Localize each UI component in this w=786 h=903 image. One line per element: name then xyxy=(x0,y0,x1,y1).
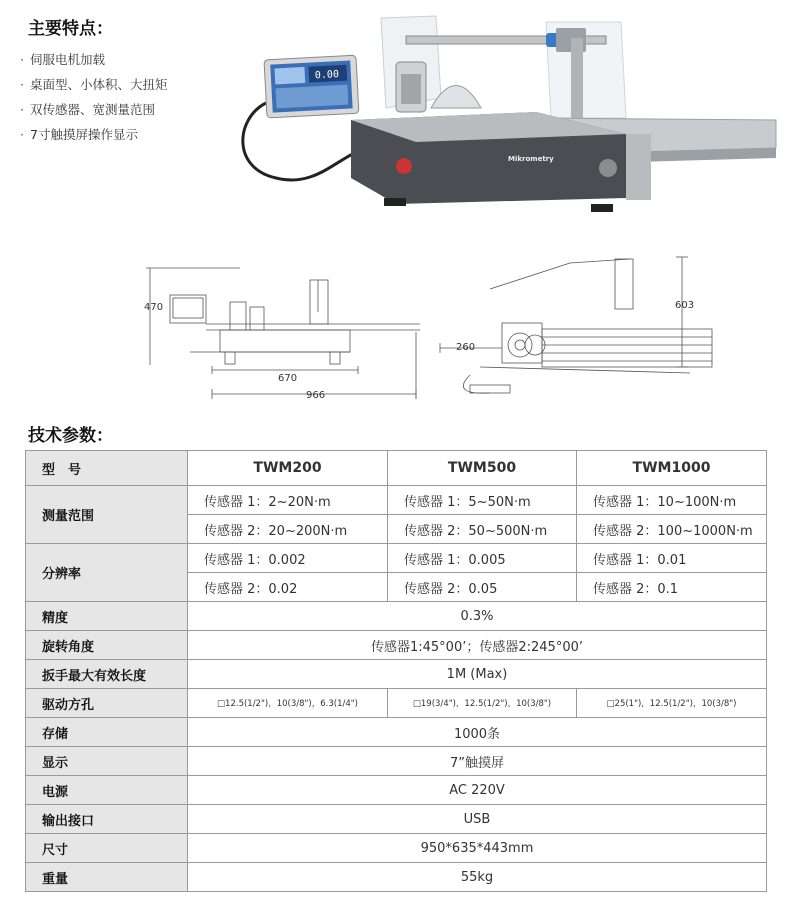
table-cell: 7”触摸屏 xyxy=(188,747,767,776)
table-row xyxy=(26,747,767,776)
feature-text: 桌面型、小体积、大扭矩 xyxy=(30,77,168,92)
row-label: 电源 xyxy=(26,776,188,805)
row-label: 分辨率 xyxy=(26,544,188,602)
model-twm1000: TWM1000 xyxy=(577,451,767,486)
front-inner-width-label: 670 xyxy=(278,373,298,384)
row-label: 驱动方孔 xyxy=(26,689,188,718)
table-cell: 传感器 1：0.01 xyxy=(577,544,767,573)
table-row xyxy=(26,451,767,486)
table-cell: 传感器 1：10~100N·m xyxy=(577,486,767,515)
table-cell: 1M (Max) xyxy=(188,660,767,689)
table-cell: 传感器 1：5~50N·m xyxy=(388,486,577,515)
row-label: 存储 xyxy=(26,718,188,747)
table-cell: 1000条 xyxy=(188,718,767,747)
feature-item: · 双传感器、宽测量范围 xyxy=(20,102,156,117)
row-label: 尺寸 xyxy=(26,834,188,863)
feature-text: 伺服电机加载 xyxy=(30,52,106,67)
table-row xyxy=(26,863,767,892)
table-cell: USB xyxy=(188,805,767,834)
row-label: 输出接口 xyxy=(26,805,188,834)
table-cell: 传感器 2：50~500N·m xyxy=(388,515,577,544)
row-label: 扳手最大有效长度 xyxy=(26,660,188,689)
table-cell: 0.3% xyxy=(188,602,767,631)
table-cell: 950*635*443mm xyxy=(188,834,767,863)
table-row xyxy=(26,805,767,834)
table-cell: □25(1")，12.5(1/2")，10(3/8") xyxy=(577,689,767,718)
feature-item: · 伺服电机加载 xyxy=(20,52,106,67)
screen-readout: 0.00 xyxy=(314,69,340,82)
table-cell: 传感器 2：100~1000N·m xyxy=(577,515,767,544)
touch-screen xyxy=(264,55,359,118)
table-row xyxy=(26,631,767,660)
table-row xyxy=(26,660,767,689)
table-cell: 传感器 1：2~20N·m xyxy=(188,486,388,515)
model-twm200: TWM200 xyxy=(188,451,388,486)
side-offset-label: 260 xyxy=(456,342,476,353)
table-cell: 传感器 1：0.002 xyxy=(188,544,388,573)
side-height-label: 603 xyxy=(675,300,695,311)
feature-text: 7寸触摸屏操作显示 xyxy=(30,127,138,142)
side-dimension-drawing xyxy=(430,245,730,395)
table-cell: □12.5(1/2")，10(3/8")，6.3(1/4") xyxy=(188,689,388,718)
row-label: 测量范围 xyxy=(26,486,188,544)
features-heading: 主要特点： xyxy=(28,19,113,39)
table-row xyxy=(26,544,767,573)
front-dimension-drawing xyxy=(140,262,430,407)
table-cell: 传感器1:45°00’；传感器2:245°00’ xyxy=(188,631,767,660)
feature-text: 双传感器、宽测量范围 xyxy=(30,102,156,117)
product-photo xyxy=(236,8,782,232)
row-label: 显示 xyxy=(26,747,188,776)
row-label: 重量 xyxy=(26,863,188,892)
table-row xyxy=(26,834,767,863)
model-twm500: TWM500 xyxy=(388,451,577,486)
table-cell: □19(3/4")，12.5(1/2")，10(3/8") xyxy=(388,689,577,718)
front-height-label: 470 xyxy=(144,302,164,313)
feature-item: · 7寸触摸屏操作显示 xyxy=(20,127,138,142)
table-cell: 传感器 2：0.05 xyxy=(388,573,577,602)
table-cell: 传感器 2：0.02 xyxy=(188,573,388,602)
feature-item: · 桌面型、小体积、大扭矩 xyxy=(20,77,168,92)
table-row xyxy=(26,776,767,805)
table-row xyxy=(26,718,767,747)
table-cell: 传感器 1：0.005 xyxy=(388,544,577,573)
feature-list xyxy=(20,47,168,147)
spec-table xyxy=(25,450,767,892)
table-cell: 传感器 2：0.1 xyxy=(577,573,767,602)
table-row xyxy=(26,486,767,515)
table-cell: AC 220V xyxy=(188,776,767,805)
front-total-width-label: 966 xyxy=(306,390,326,401)
table-row xyxy=(26,602,767,631)
brand-label: Mikrometry xyxy=(508,155,554,163)
table-cell: 55kg xyxy=(188,863,767,892)
row-label: 旋转角度 xyxy=(26,631,188,660)
table-cell: 传感器 2：20~200N·m xyxy=(188,515,388,544)
header-label: 型 号 xyxy=(26,451,188,486)
row-label: 精度 xyxy=(26,602,188,631)
table-row xyxy=(26,689,767,718)
params-heading: 技术参数： xyxy=(28,426,113,446)
